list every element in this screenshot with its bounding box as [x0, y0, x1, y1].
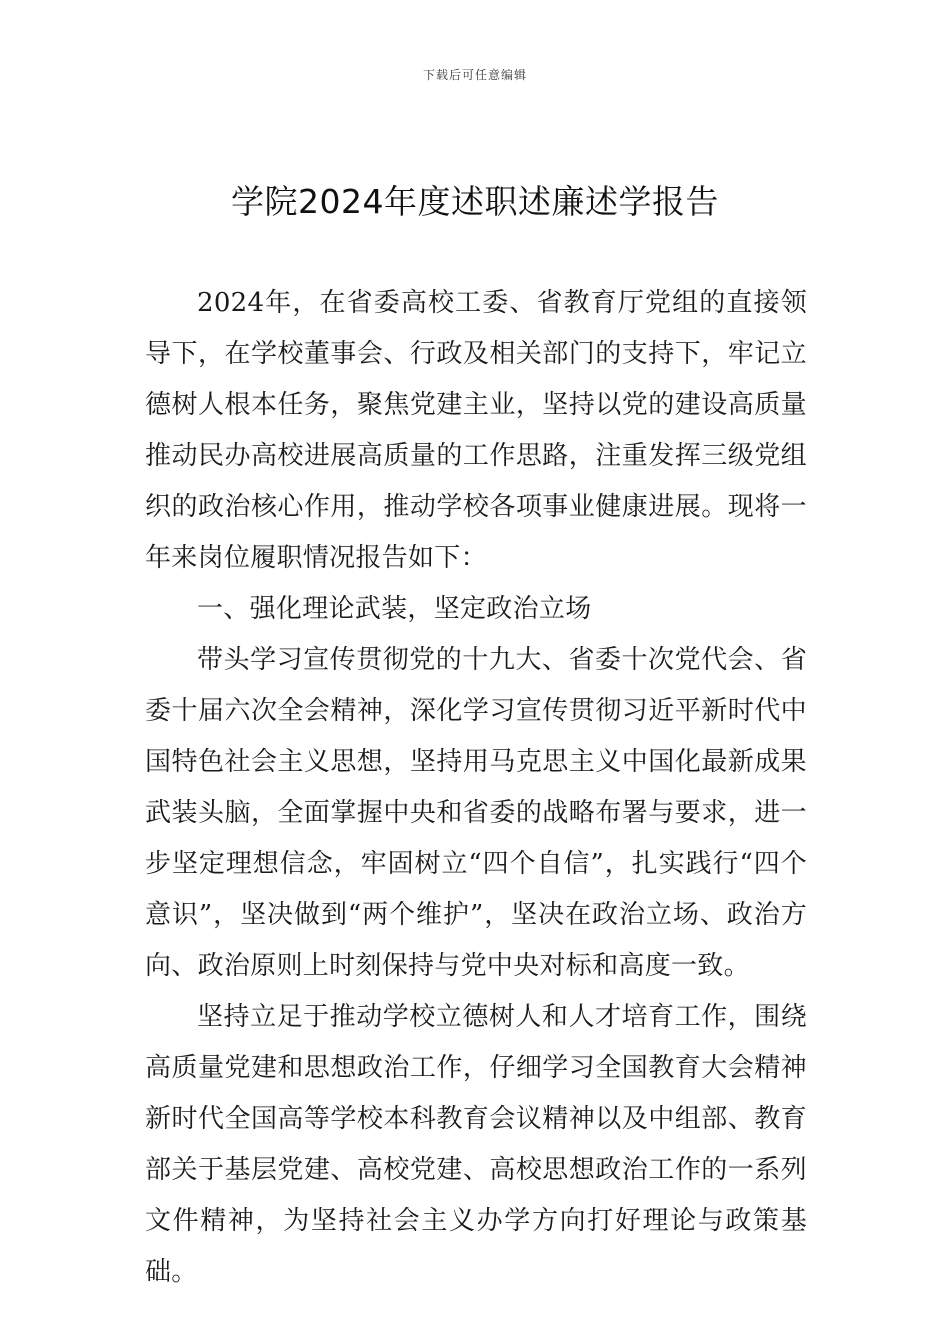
paragraph-study: 带头学习宣传贯彻党的十九大、省委十次党代会、省委十届六次全会精神，深化学习宣传贯彻习近平新时代中国特色社会主义思想，坚持用马克思主义中国化最新成果武装头脑，全面掌握中央和省委的战略布署与要求，进一步坚定理想信念，牢固树立“四个自信”，扎实践行“四个意识”，坚决做到“两个维护”，坚决在政治立场、政治方向、政治原则上时刻保持与党中央对标和高度一致。 — [145, 645, 807, 981]
document-body — [145, 278, 807, 1298]
header-note: 下载后可任意编辑 — [422, 68, 527, 82]
section-heading-1: 一、强化理论武装，坚定政治立场 — [197, 594, 592, 624]
document-title: 学院2024年度述职述廉述学报告 — [231, 182, 719, 221]
paragraph-education: 坚持立足于推动学校立德树人和人才培育工作，围绕高质量党建和思想政治工作，仔细学习全国教育大会精神新时代全国高等学校本科教育会议精神以及中组部、教育部关于基层党建、高校党建、高校思想政治工作的一系列文件精神，为坚持社会主义办学方向打好理论与政策基础。 — [145, 1002, 807, 1287]
paragraph-intro: 2024年，在省委高校工委、省教育厅党组的直接领导下，在学校董事会、行政及相关部门的支持下，牢记立德树人根本任务，聚焦党建主业，坚持以党的建设高质量推动民办高校进展高质量的工作思路，注重发挥三级党组织的政治核心作用，推动学校各项事业健康进展。现将一年来岗位履职情况报告如下： — [145, 288, 807, 573]
